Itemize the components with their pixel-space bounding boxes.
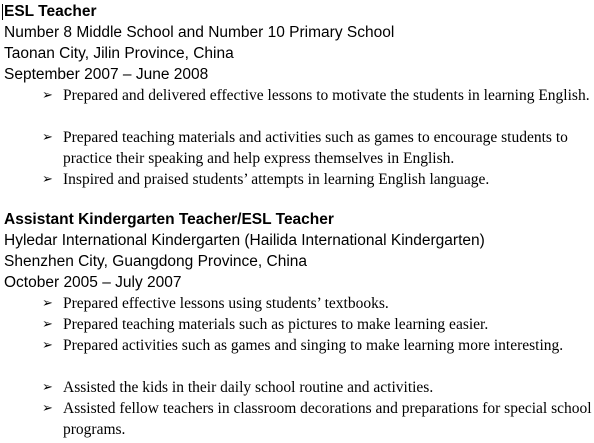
job-title: ESL Teacher [4, 3, 97, 20]
location: Shenzhen City, Guangdong Province, China [4, 253, 308, 270]
arrowhead-bullet-icon: ➢ [42, 338, 53, 353]
employer: Number 8 Middle School and Number 10 Primary School [4, 24, 395, 41]
arrowhead-bullet-icon: ➢ [42, 380, 53, 395]
text-cursor [2, 4, 3, 20]
list-item: Prepared teaching materials and activities such as games to encourage students to practice their speaking and help express themselves in English. [63, 129, 568, 167]
arrowhead-bullet-icon: ➢ [42, 401, 53, 416]
arrowhead-bullet-icon: ➢ [42, 172, 53, 187]
employer: Hyledar International Kindergarten (Hailida International Kindergarten) [4, 232, 485, 249]
list-item: Assisted fellow teachers in classroom decorations and preparations for special school programs. [63, 400, 592, 438]
list-item: Prepared teaching materials such as pictures to make learning easier. [63, 316, 489, 333]
dates: September 2007 – June 2008 [4, 66, 209, 83]
list-item: Prepared and delivered effective lessons to motivate the students in learning English. [63, 87, 590, 104]
list-item: Inspired and praised students’ attempts in learning English language. [63, 171, 490, 188]
list-item: Assisted the kids in their daily school routine and activities. [63, 379, 434, 396]
arrowhead-bullet-icon: ➢ [42, 317, 53, 332]
arrowhead-bullet-icon: ➢ [42, 88, 53, 103]
list-item: Prepared effective lessons using students’ textbooks. [63, 295, 389, 312]
location: Taonan City, Jilin Province, China [4, 45, 234, 62]
arrowhead-bullet-icon: ➢ [42, 296, 53, 311]
job-title: Assistant Kindergarten Teacher/ESL Teacher [4, 211, 334, 228]
list-item: Prepared activities such as games and singing to make learning more interesting. [63, 337, 564, 354]
arrowhead-bullet-icon: ➢ [42, 130, 53, 145]
dates: October 2005 – July 2007 [4, 274, 182, 291]
